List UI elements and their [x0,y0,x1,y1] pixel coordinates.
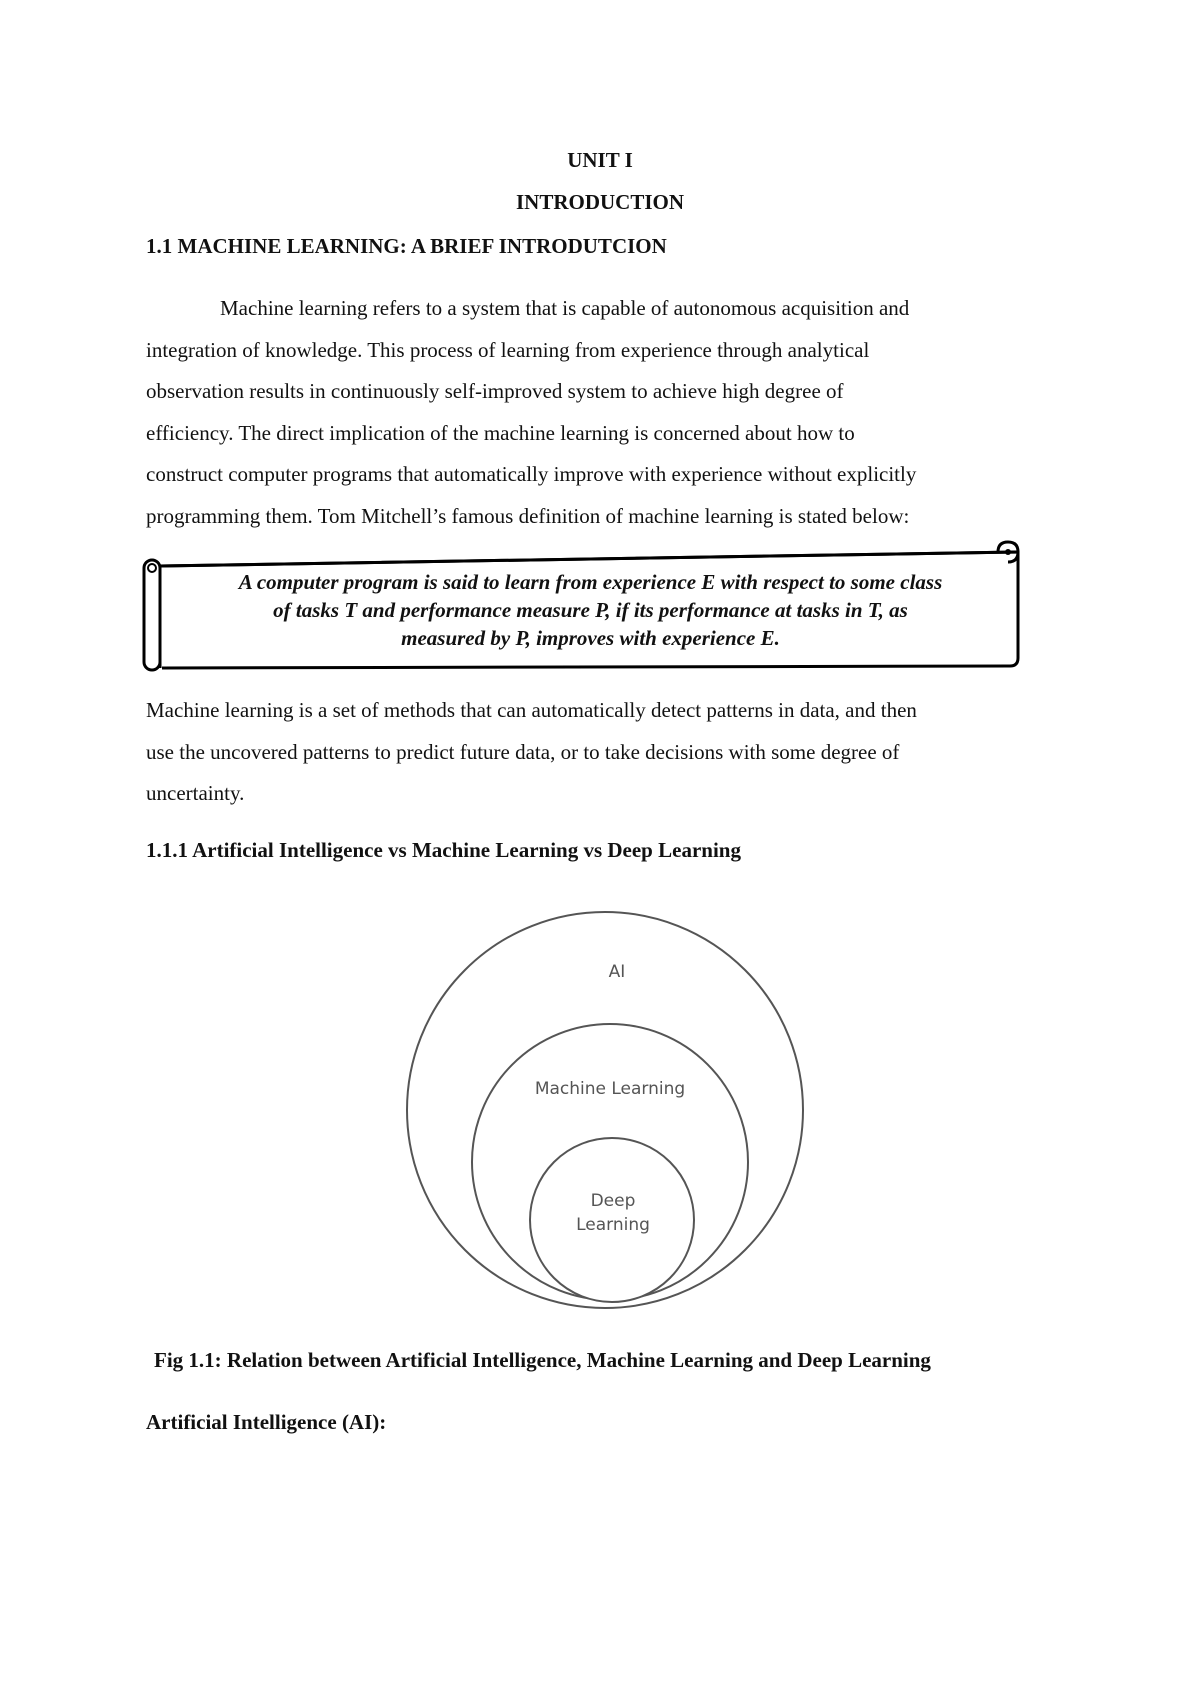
paragraph-line: efficiency. The direct implication of the machine learning is concerned about how to [146,420,855,445]
paragraph-line: Machine learning is a set of methods that can automatically detect patterns in data, and then [146,698,917,722]
quote-line: of tasks T and performance measure P, if its performance at tasks in T, as [273,598,908,622]
ml-definition-quote [168,568,1013,652]
paragraph-line: observation results in continuously self-improved system to achieve high degree of [146,379,844,404]
paragraph-line: Machine learning refers to a system that is capable of autonomous acquisition and [220,296,910,320]
paragraph-line: use the uncovered patterns to predict future data, or to take decisions with some degree of [146,739,900,764]
figure-caption: Fig 1.1: Relation between Artificial Intelligence, Machine Learning and Deep Learning [154,1348,931,1372]
paragraph-line: construct computer programs that automatically improve with experience without explicitly [146,462,917,487]
nested-circles-diagram [400,900,820,1325]
intro-paragraph [146,288,1046,538]
second-paragraph [146,690,1046,815]
dl-label-line1: Deep [590,1191,636,1211]
diagram-svg [400,900,820,1320]
ai-label: AI [608,962,626,982]
chapter-title: INTRODUCTION [515,190,685,214]
paragraph-line: programming them. Tom Mitchell’s famous definition of machine learning is stated below: [146,503,910,528]
paragraph-line: integration of knowledge. This process of learning from experience through analytical [146,337,870,362]
ml-label: Machine Learning [534,1079,686,1099]
section-heading: 1.1 MACHINE LEARNING: A BRIEF INTRODUTCION [146,234,667,258]
dl-label-line2: Learning [576,1215,650,1235]
quote-line: A computer program is said to learn from experience E with respect to some class [238,570,943,594]
subsection-heading: 1.1.1 Artificial Intelligence vs Machine Learning vs Deep Learning [146,838,741,862]
paragraph-line: uncertainty. [146,781,245,806]
quote-line: measured by P, improves with experience E. [401,626,780,650]
unit-title: UNIT I [567,148,633,172]
ai-section-heading: Artificial Intelligence (AI): [146,1410,387,1434]
